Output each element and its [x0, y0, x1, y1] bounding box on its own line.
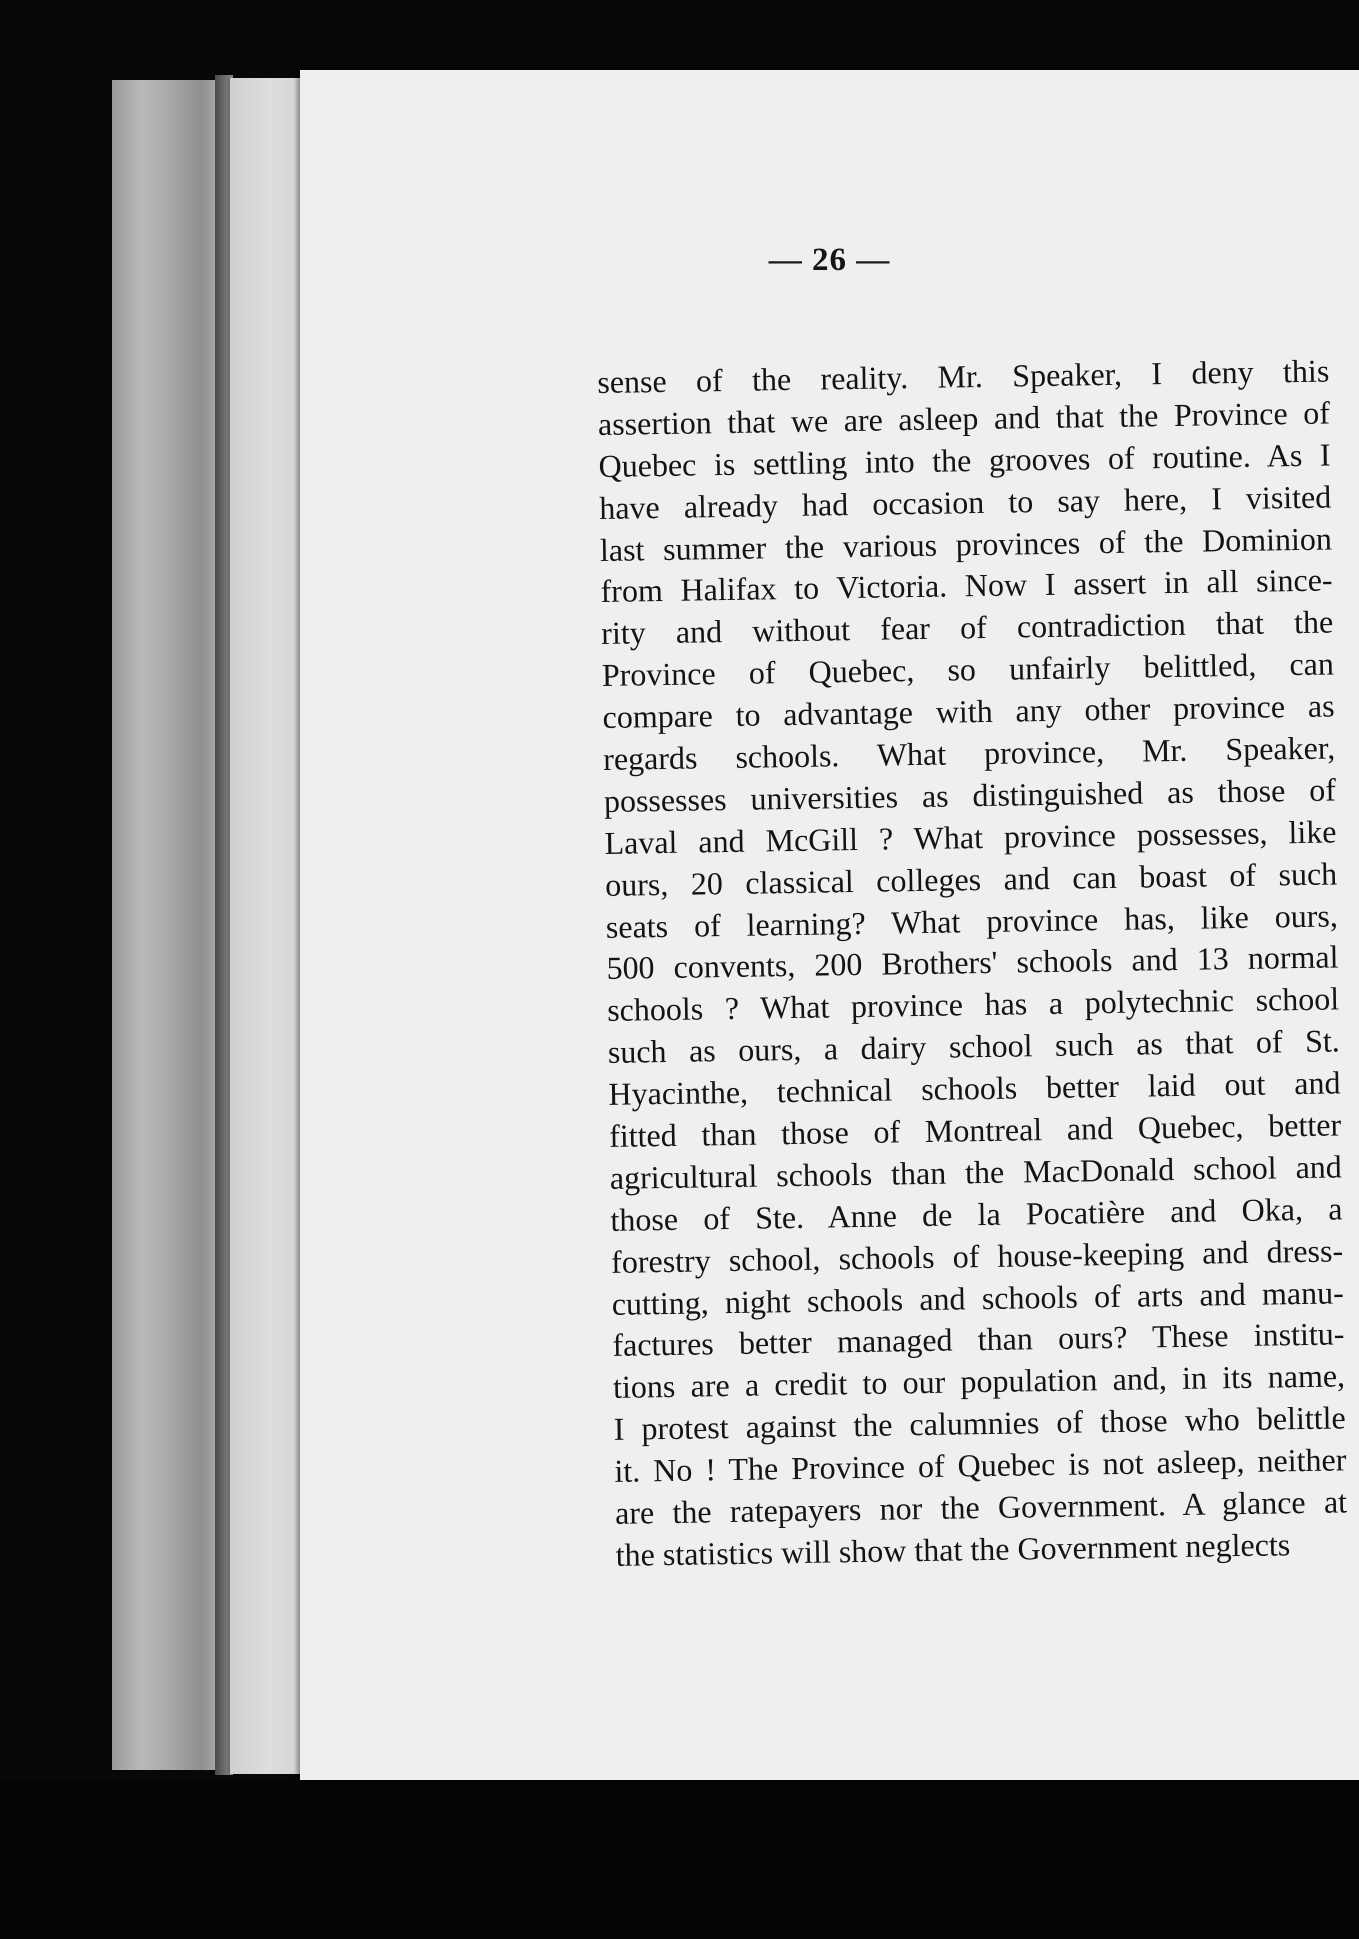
page-number: — 26 —	[768, 242, 891, 278]
text-line: the statistics will show that the Government neglects	[615, 1526, 1291, 1573]
text-line: have already had occasion to say here, I visited	[599, 478, 1332, 526]
text-line: tions are a credit to our population and, in its name,	[612, 1357, 1346, 1406]
text-line: are the ratepayers nor the Government. A glance at	[614, 1483, 1348, 1531]
text-line: Quebec is settling into the grooves of routine. As I	[598, 436, 1331, 484]
text-line: agricultural schools than the MacDonald school and	[609, 1148, 1343, 1196]
text-line: Province of Quebec, so unfairly belittled, can	[601, 645, 1335, 694]
text-line: schools ? What province has a polytechnic school	[606, 980, 1340, 1029]
text-line: possesses universities as distinguished as those of	[603, 771, 1337, 819]
text-line: those of Ste. Anne de la Pocatière and Oka, a	[610, 1190, 1343, 1238]
text-line: ours, 20 classical colleges and can boast of such	[604, 855, 1338, 903]
text-line: fitted than those of Montreal and Quebec, better	[608, 1106, 1342, 1154]
text-line: such as ours, a dairy school such as that of St.	[607, 1022, 1341, 1071]
text-line: seats of learning? What province has, like ours,	[605, 897, 1339, 945]
body-text	[597, 351, 1348, 1577]
text-line: rity and without fear of contradiction that the	[600, 603, 1334, 652]
text-line: last summer the various provinces of the Dominion	[599, 520, 1333, 568]
text-line: from Halifax to Victoria. Now I assert in all since-	[600, 561, 1333, 610]
text-line: cutting, night schools and schools of arts and manu-	[611, 1273, 1344, 1322]
text-line: I protest against the calumnies of those who belittle	[613, 1399, 1346, 1448]
text-line: factures better managed than ours? These institu-	[612, 1315, 1345, 1364]
text-line: it. No ! The Province of Quebec is not asleep, neither	[614, 1441, 1347, 1490]
text-line: regards schools. What province, Mr. Speaker,	[602, 729, 1336, 777]
scan-background-bottom	[0, 1780, 1359, 1939]
text-line: 500 convents, 200 Brothers' schools and 13 normal	[606, 938, 1339, 987]
text-line: Laval and McGill ? What province possesses, like	[604, 813, 1337, 861]
text-line: sense of the reality. Mr. Speaker, I deny this	[597, 352, 1330, 400]
text-line: assertion that we are asleep and that the Province of	[597, 394, 1331, 442]
text-line: Hyacinthe, technical schools better laid out and	[608, 1064, 1341, 1113]
text-line: forestry school, schools of house-keeping and dress-	[610, 1232, 1344, 1280]
text-line: compare to advantage with any other province as	[602, 687, 1335, 736]
